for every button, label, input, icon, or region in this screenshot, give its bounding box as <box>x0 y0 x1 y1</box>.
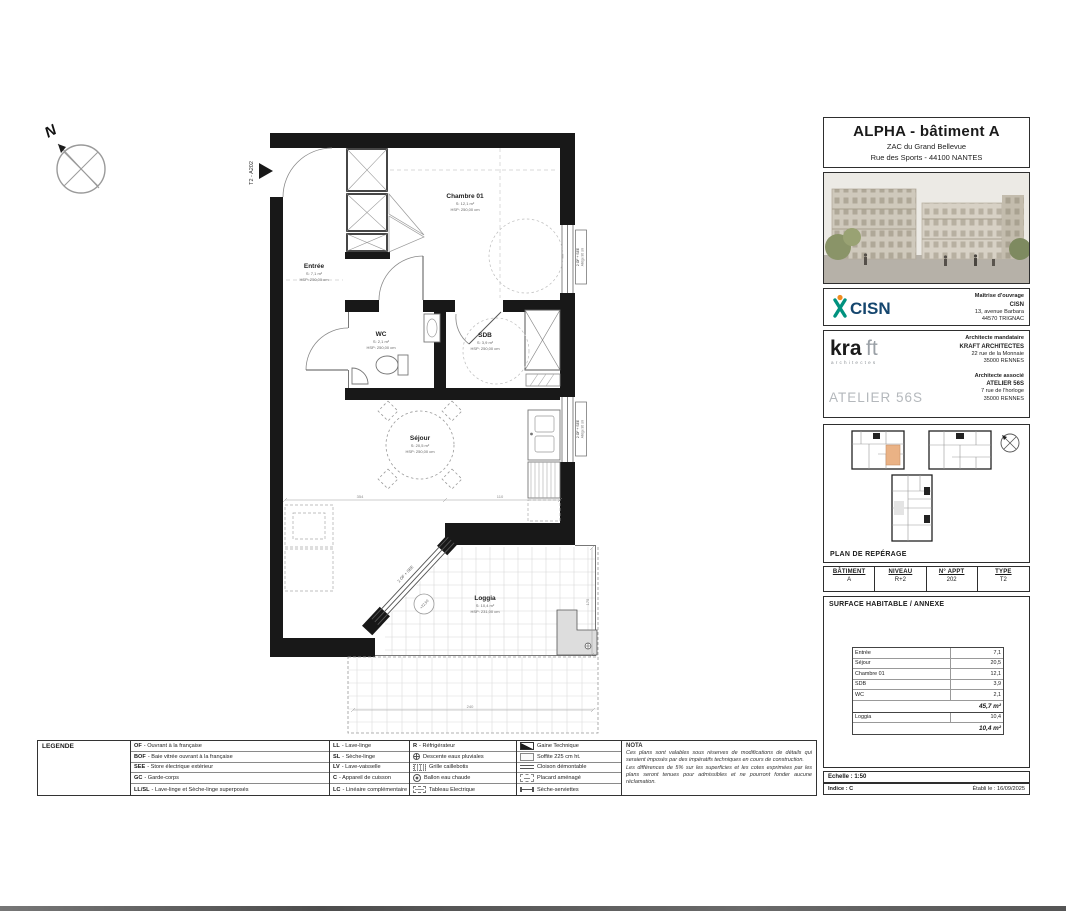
project-photo-box <box>823 172 1030 284</box>
cisn-logo-text: CISN <box>850 299 891 318</box>
client-role: Maîtrise d'ouvrage <box>974 293 1024 299</box>
wc-corner-sink <box>352 368 368 384</box>
nota-paragraph-2: Les différences de 5% sur les superficies et les cotes exprimées par les plans seront tenues pour admissibles et ne pourront fonder aucune réclamation. <box>626 764 812 785</box>
annexe-row-label: Loggia <box>853 713 951 723</box>
annexe-row-value: 10,4 <box>990 714 1001 721</box>
table-row <box>853 669 1003 680</box>
room-label-wc: WC <box>375 331 387 338</box>
grate-icon <box>413 764 426 771</box>
legend-item: Soffite 225 cm ht. <box>517 752 621 763</box>
scale-label: Echelle : 1:50 <box>828 773 867 780</box>
scale-box <box>823 771 1030 783</box>
kraft-logo-tail: ft <box>866 337 878 360</box>
legend-title: LEGENDE <box>42 743 74 750</box>
wardrobe-door-triangles <box>389 194 424 252</box>
kraft-logo <box>829 335 909 369</box>
table-row <box>853 713 1003 724</box>
surface-row-value: 12,1 <box>990 670 1001 677</box>
legend-item: LL - Lave-linge <box>330 741 409 752</box>
legend-item: C - Appareil de cuisson <box>330 773 409 784</box>
room-hsp-sdb: HSP: 250,00 cm <box>470 346 500 351</box>
window-sill-1: Allège 90 cm <box>580 247 585 267</box>
info-value-appt: 202 <box>946 577 957 583</box>
removable-partition-icon <box>520 765 534 769</box>
legend-col-4 <box>517 741 622 795</box>
arch1-addr-1: 22 rue de la Monnaie <box>971 350 1024 357</box>
room-label-sdb: SDB <box>478 332 492 339</box>
unit-highlight <box>886 445 900 465</box>
arch2-addr-1: 7 rue de l'horloge <box>980 388 1024 395</box>
architect-info <box>960 335 1024 403</box>
key-plan-caption: PLAN DE REPÉRAGE <box>830 551 907 558</box>
legend-bar <box>37 740 817 796</box>
room-hsp-loggia: HSP: 231,00 cm <box>470 609 500 614</box>
nota-paragraph-1: Ces plans sont valables sous réserves de modifications de détails qui seraient imposés par des impératifs techniques en cours de construction. <box>626 750 812 763</box>
loggia-lower-outline <box>348 657 598 733</box>
arch1-name: KRAFT ARCHITECTES <box>959 343 1024 350</box>
wc-toilet <box>376 355 408 375</box>
legend-item: Gaine Technique <box>517 741 621 752</box>
kraft-logo-sub: architectes <box>831 360 878 365</box>
room-surface-sdb: S: 3,9 m² <box>476 340 494 345</box>
index-box <box>823 783 1030 795</box>
project-title: ALPHA - bâtiment A <box>853 123 1000 140</box>
window-sill-2: Allège 90 cm <box>580 419 585 439</box>
legend-item: LC - Linéaire complémentaire <box>333 786 408 793</box>
room-label-chambre: Chambre 01 <box>446 193 484 200</box>
legend-col-3 <box>410 741 517 795</box>
room-hsp-sejour: HSP: 250,00 cm <box>405 449 435 454</box>
surface-row-value: 20,5 <box>990 660 1001 667</box>
bay-window-label: 2 OF + SEE <box>396 564 415 584</box>
info-header-niveau: NIVEAU <box>888 569 913 575</box>
room-surface-sejour: S: 20,5 m² <box>410 443 430 448</box>
legend-item: LV - Lave-vaisselle <box>330 763 409 774</box>
nota-title: NOTA <box>626 743 643 749</box>
info-header-appt: N° APPT <box>938 569 965 575</box>
project-address-1: ZAC du Grand Bellevue <box>886 142 967 151</box>
water-heater-icon <box>413 774 421 782</box>
sdb-turning-circle <box>463 318 529 384</box>
window-label-2: 2 OF + SEE <box>576 419 580 439</box>
fitted-closet-icon <box>520 774 534 782</box>
room-labels <box>299 193 500 614</box>
apartment-info-box <box>823 566 1030 592</box>
key-plan-b <box>929 431 991 469</box>
room-label-sejour: Séjour <box>409 435 431 442</box>
table-row <box>853 648 1003 659</box>
unit-tag: T2 - A202 <box>249 161 255 185</box>
legend-item: R - Réfrigérateur <box>410 741 516 752</box>
nota-cell <box>622 741 816 795</box>
legend-item: LL/SL - Lave-linge et Sèche-linge superposés <box>134 786 249 793</box>
info-value-niveau: R+2 <box>894 577 906 583</box>
dashed-counters <box>285 505 333 591</box>
surface-total-value: 45,7 m² <box>978 702 1001 710</box>
north-label: N <box>41 121 60 142</box>
info-type <box>978 567 1029 591</box>
legend-item: OF - Ouvrant à la française <box>131 741 329 752</box>
technical-duct-icon <box>520 742 534 750</box>
info-value-type: T2 <box>999 577 1007 583</box>
arch2-name: ATELIER 56S <box>986 381 1024 388</box>
room-hsp-entree: HSP: 250,00 cm <box>299 277 329 282</box>
key-plan-box <box>823 424 1030 563</box>
architects-box <box>823 330 1030 418</box>
dim-sejour-b: 110 <box>496 494 504 499</box>
project-title-box <box>823 117 1030 168</box>
info-appt <box>927 567 978 591</box>
legend-item: Ballon eau chaude <box>410 773 516 784</box>
surface-row-label: Chambre 01 <box>853 669 951 679</box>
info-header-batiment: BÂTIMENT <box>832 569 866 575</box>
room-label-loggia: Loggia <box>474 595 496 602</box>
floor-plan-drawing <box>248 118 600 738</box>
room-label-entree: Entrée <box>303 263 325 270</box>
atelier56s-logo: ATELIER 56S <box>829 390 924 405</box>
surface-row-label: Entrée <box>853 648 951 658</box>
soffit-icon <box>520 753 534 761</box>
table-row <box>853 659 1003 670</box>
architect-2-info <box>960 373 1024 404</box>
room-surface-loggia: S: 10,4 m² <box>475 603 495 608</box>
window-label-1: 2 OF + SEE <box>576 247 580 267</box>
table-row <box>853 680 1003 691</box>
surface-box <box>823 596 1030 768</box>
legend-item: SL - Sèche-linge <box>330 752 409 763</box>
room-surface-wc: S: 2,1 m² <box>372 339 390 344</box>
surface-row-value: 3,9 <box>993 681 1001 688</box>
legend-item: Cloison démontable <box>517 763 621 774</box>
legend-item: Descente eaux pluviales <box>410 752 516 763</box>
door-leaves <box>303 256 501 370</box>
surface-title: SURFACE HABITABLE / ANNEXE <box>829 601 945 608</box>
arch1-addr-2: 35000 RENNES <box>983 358 1024 365</box>
key-plan-compass-icon <box>1001 434 1019 452</box>
info-batiment <box>824 567 875 591</box>
surface-table <box>852 647 1004 735</box>
cisn-logo <box>829 293 899 321</box>
info-niveau <box>875 567 926 591</box>
scan-edge <box>0 906 1066 911</box>
dim-loggia-w: 240 <box>466 704 474 709</box>
kraft-logo-main: kra <box>830 337 862 360</box>
surface-row-label: WC <box>853 690 951 700</box>
client-name: CISN <box>1009 301 1024 308</box>
client-info <box>975 293 1024 324</box>
arch2-addr-2: 35000 RENNES <box>983 395 1024 402</box>
surface-row-label: Séjour <box>853 659 951 669</box>
entry-arrow-icon <box>259 163 273 179</box>
surface-row-label: SDB <box>853 680 951 690</box>
dim-sejour-a: 354 <box>356 494 364 499</box>
room-surface-chambre: S: 12,1 m² <box>455 201 475 206</box>
key-plans <box>824 425 1029 543</box>
room-hsp-chambre: HSP: 250,00 cm <box>450 207 480 212</box>
building-render-image <box>824 173 1029 283</box>
legend-col-1 <box>131 741 330 795</box>
annexe-total-value: 10,4 m² <box>978 725 1001 732</box>
rainwater-downpipe-icon <box>413 753 420 760</box>
client-addr-2: 44570 TRIGNAC <box>981 316 1024 323</box>
legend-item: Grille caillebotis <box>410 763 516 774</box>
architect-1-info <box>960 335 1024 366</box>
legend-item: Placard aménagé <box>517 773 621 784</box>
key-plan-c <box>892 475 932 541</box>
annexe-total-row <box>853 723 1003 734</box>
soffit-dashed-lines <box>286 148 558 298</box>
table-row <box>853 690 1003 701</box>
dim-loggia-h: 175 <box>585 598 590 606</box>
project-address-2: Rue des Sports - 44100 NANTES <box>870 153 983 162</box>
surface-row-value: 7,1 <box>993 649 1001 656</box>
walls <box>270 133 575 657</box>
loggia-step-corner <box>557 610 597 655</box>
arch2-role: Architecte associé <box>974 372 1024 379</box>
key-plan-a <box>852 431 904 469</box>
room-hsp-wc: HSP: 250,00 cm <box>366 345 396 350</box>
room-surface-entree: S: 7,1 m² <box>305 271 323 276</box>
index-label: Indice : C <box>828 785 854 792</box>
legend-item: SEE - Store électrique extérieur <box>131 763 329 774</box>
legend-title-cell <box>38 741 131 795</box>
legend-item: BOF - Baie vitrée ouvrant à la française <box>131 752 329 763</box>
loggia-lower-grid <box>348 657 598 733</box>
architect-logos <box>829 335 923 405</box>
legend-item: Tableau Electrique <box>410 784 516 795</box>
info-value-batiment: A <box>847 577 852 583</box>
legend-item: Sèche-serviettes <box>517 784 621 795</box>
kitchen-units <box>528 410 560 521</box>
north-compass-icon <box>36 116 110 200</box>
surface-row-value: 2,1 <box>993 691 1001 698</box>
surface-total-row <box>853 701 1003 713</box>
date-label: Établi le : 16/09/2025 <box>972 785 1025 792</box>
info-header-type: TYPE <box>995 569 1012 575</box>
towel-dryer-icon <box>520 787 534 792</box>
client-box <box>823 288 1030 326</box>
storage-cells <box>347 149 387 251</box>
legend-item: GC - Garde-corps <box>131 773 329 784</box>
legend-col-2 <box>330 741 410 795</box>
level-stamp-text: +22,50 <box>419 598 430 610</box>
client-addr-1: 13, avenue Barbara <box>974 308 1024 315</box>
electric-panel-icon <box>413 786 426 793</box>
arch1-role: Architecte mandataire <box>965 335 1024 341</box>
